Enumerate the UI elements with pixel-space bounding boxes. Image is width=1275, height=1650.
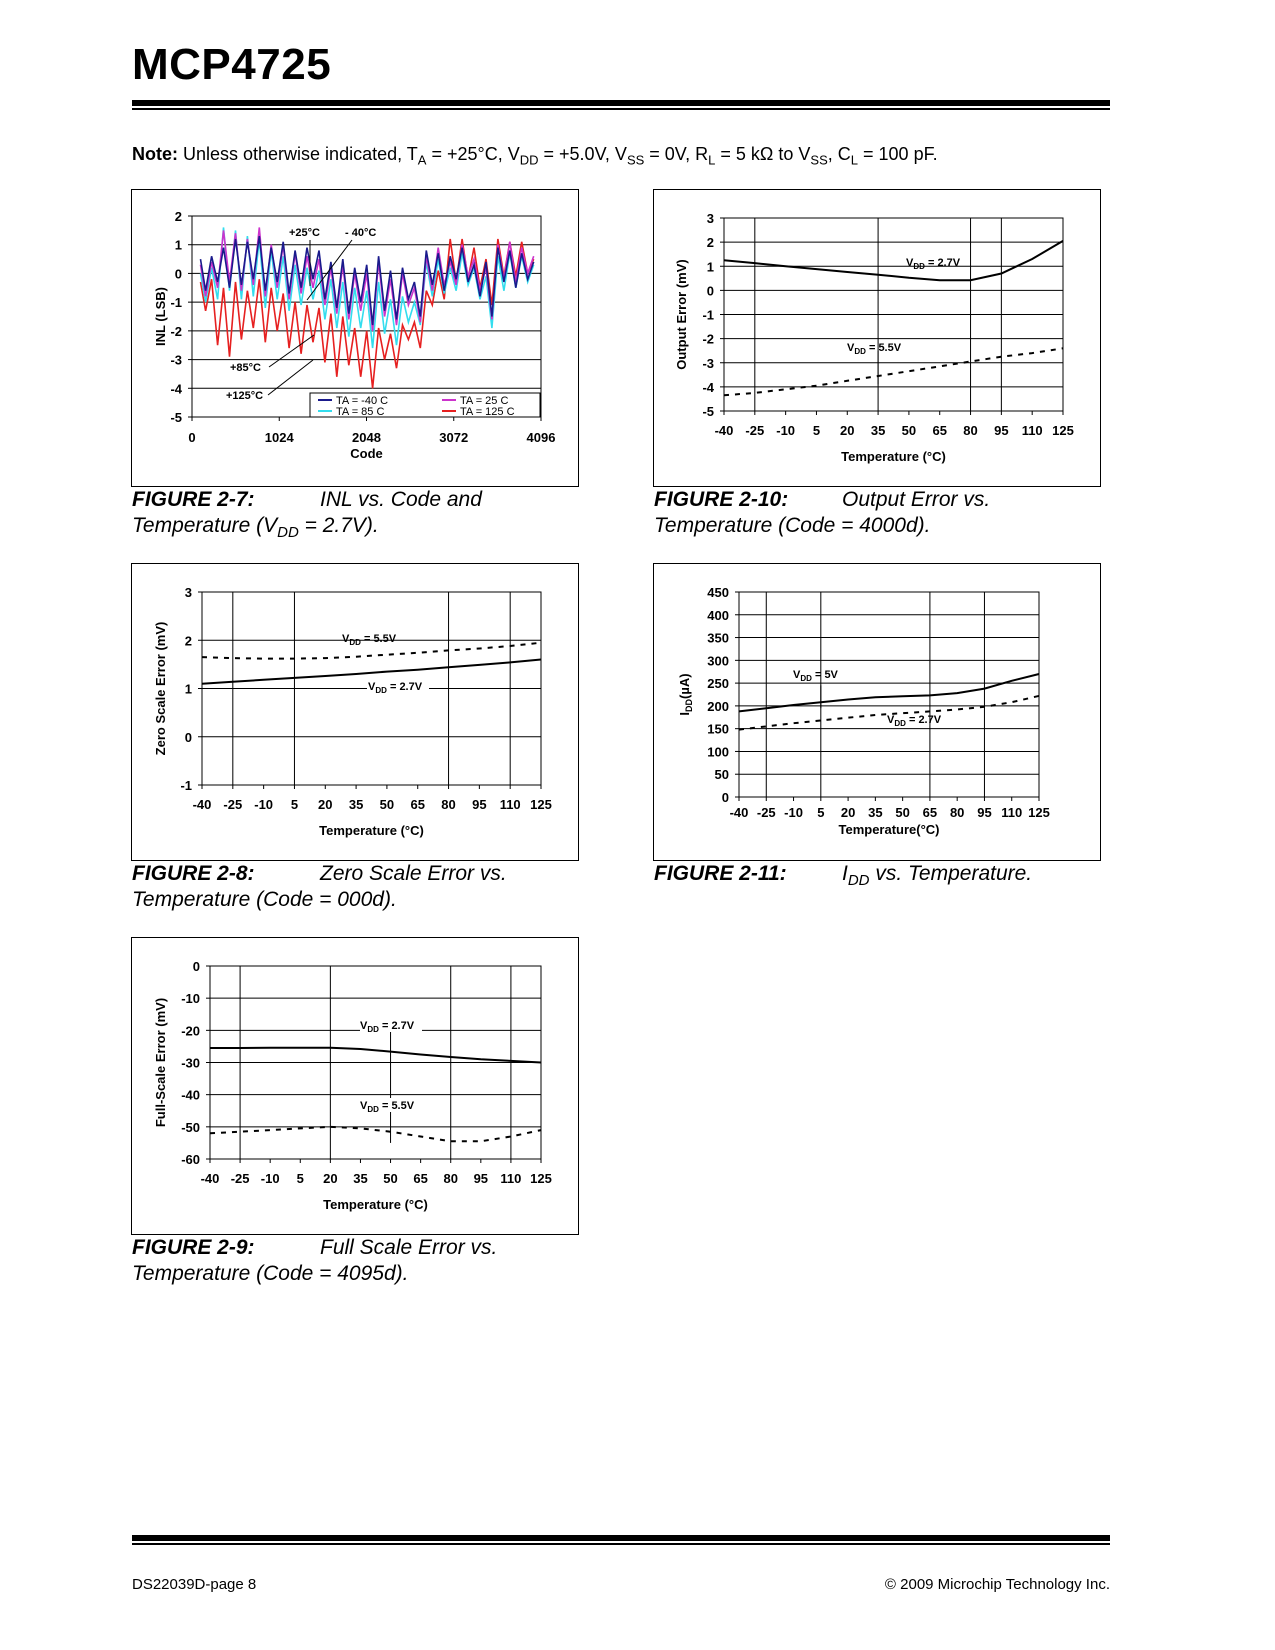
- caption-line1b: vs. Temperature.: [869, 862, 1033, 885]
- note-subscript: DD: [519, 152, 539, 168]
- y-tick-label: 350: [707, 630, 729, 646]
- caption-line1: Zero Scale Error vs.: [320, 862, 507, 885]
- x-tick-label: -25: [745, 423, 765, 438]
- annotation-85c: +85°C: [230, 362, 262, 374]
- caption-line2-sub: DD: [277, 524, 299, 542]
- footer-copyright: © 2009 Microchip Technology Inc.: [884, 1576, 1110, 1593]
- x-tick-label: 95: [473, 1171, 489, 1186]
- y-tick-label: -30: [181, 1055, 200, 1071]
- x-tick-label: 110: [1001, 805, 1023, 820]
- footer-doc-id: DS22039D-page 8: [132, 1576, 257, 1593]
- x-tick-label: 65: [922, 805, 938, 820]
- x-tick-label: 35: [870, 423, 886, 438]
- y-tick-label: -4: [702, 379, 714, 395]
- y-tick-label: 2: [706, 235, 714, 251]
- x-tick-label: 2048: [352, 430, 381, 445]
- y-tick-label: 0: [174, 266, 182, 282]
- series-label-2v7: $V_{DD} = 2.7V$: [906, 257, 961, 271]
- y-tick-label: 3: [706, 211, 714, 226]
- x-tick-label: 20: [840, 423, 855, 438]
- y-tick-label: 50: [714, 767, 729, 783]
- annotation-25c: +25°C: [289, 227, 321, 239]
- y-tick-label: 0: [706, 283, 714, 299]
- x-tick-label: 50: [383, 1171, 398, 1186]
- annotation-m40c: - 40°C: [345, 227, 377, 239]
- x-tick-label: 80: [949, 805, 965, 820]
- x-tick-label: 65: [410, 797, 425, 812]
- figure-number: FIGURE 2-10:: [654, 488, 789, 511]
- note-text: = +5.0V, V: [538, 144, 627, 164]
- x-tick-label: 35: [868, 805, 883, 820]
- y-tick-label: -5: [702, 404, 714, 419]
- y-tick-label: 2: [184, 633, 192, 649]
- caption-line1: INL vs. Code and: [320, 488, 482, 511]
- note-text: = 100 pF.: [858, 144, 938, 164]
- y-tick-label: 0: [721, 790, 729, 805]
- x-tick-label: 125: [530, 1171, 552, 1186]
- x-tick-label: 50: [379, 797, 395, 812]
- caption-line2: Temperature (Code = 4000d).: [654, 514, 931, 537]
- header-rule-thin: [132, 108, 1110, 110]
- x-tick-label: -25: [223, 797, 243, 812]
- y-tick-label: -50: [181, 1119, 200, 1135]
- series-label-5v5: $V_{DD} = 5.5V$: [847, 342, 902, 356]
- x-tick-label: 5: [296, 1171, 304, 1186]
- series-label-5v5: $V_{DD} = 5.5V$: [342, 633, 397, 647]
- x-tick-label: -40: [192, 797, 212, 812]
- x-tick-label: -10: [254, 797, 274, 812]
- y-tick-label: -3: [702, 355, 714, 371]
- x-tick-label: 80: [441, 797, 456, 812]
- y-tick-label: -1: [170, 295, 182, 311]
- series-label-5v: $V_{DD} = 5V$: [793, 669, 838, 683]
- y-tick-label: 300: [707, 653, 729, 669]
- figure-number: FIGURE 2-11:: [654, 862, 787, 885]
- y-tick-label: -20: [181, 1023, 200, 1039]
- x-tick-label: 125: [530, 797, 552, 812]
- figure-2-9-chart: [131, 937, 579, 1235]
- series-label-2v7: $V_{DD} = 2.7V$: [360, 1020, 415, 1034]
- y-tick-label: 2: [174, 209, 182, 224]
- x-tick-label: 4096: [526, 430, 556, 445]
- y-tick-label: -5: [170, 410, 182, 425]
- x-tick-label: -10: [776, 423, 796, 438]
- x-tick-label: 80: [443, 1171, 458, 1186]
- y-axis-label: $I_{DD}(\mu A)$: [677, 673, 694, 716]
- x-tick-label: 125: [1028, 805, 1050, 820]
- caption-line2: Temperature (Code = 000d).: [132, 888, 397, 911]
- caption-line1: Full Scale Error vs.: [320, 1236, 498, 1259]
- y-tick-label: 1: [184, 681, 192, 697]
- y-axis-label: Full-Scale Error (mV): [153, 997, 168, 1128]
- note-subscript: SS: [626, 152, 645, 168]
- x-tick-label: -40: [714, 423, 734, 438]
- y-tick-label: -4: [170, 381, 182, 397]
- note-subscript: A: [417, 152, 427, 168]
- x-tick-label: 110: [1021, 423, 1043, 438]
- y-tick-label: 0: [192, 959, 200, 974]
- x-tick-label: -10: [260, 1171, 280, 1186]
- note-subscript: L: [708, 152, 716, 168]
- note-subscript: L: [850, 152, 859, 168]
- y-tick-label: -60: [181, 1152, 200, 1167]
- note-text: , C: [827, 144, 851, 164]
- x-tick-label: 50: [901, 423, 917, 438]
- caption-line2b: = 2.7V).: [298, 514, 379, 537]
- x-tick-label: 5: [817, 805, 825, 820]
- x-axis-label: Temperature(°C): [838, 822, 940, 837]
- y-axis-label: Zero Scale Error (mV): [153, 621, 168, 756]
- series-label-2v7: $V_{DD} = 2.7V$: [887, 714, 942, 728]
- note-subscript: SS: [810, 152, 828, 168]
- caption-line1a: I: [842, 862, 848, 885]
- figure-2-10-caption: [654, 487, 990, 539]
- y-tick-label: 100: [707, 744, 729, 760]
- x-axis-label: Code: [350, 446, 383, 461]
- note-text: Unless otherwise indicated, T: [178, 144, 418, 164]
- x-tick-label: 35: [353, 1171, 368, 1186]
- x-tick-label: 95: [977, 805, 992, 820]
- figure-2-8-caption: [132, 861, 507, 913]
- annotation-125c: +125°C: [226, 390, 264, 402]
- caption-line2: Temperature (Code = 4095d).: [132, 1262, 409, 1285]
- figure-2-9-caption: [132, 1235, 497, 1287]
- x-tick-label: -10: [784, 805, 803, 820]
- y-tick-label: 3: [184, 585, 192, 600]
- y-tick-label: 200: [707, 698, 729, 714]
- y-tick-label: -2: [170, 323, 182, 339]
- footer-rule-thick: [132, 1535, 1110, 1541]
- plot-area: [739, 592, 1039, 797]
- y-tick-label: 400: [707, 607, 729, 623]
- x-tick-label: 65: [413, 1171, 428, 1186]
- x-tick-label: -25: [756, 805, 776, 820]
- x-tick-label: 35: [348, 797, 364, 812]
- x-tick-label: 5: [290, 797, 299, 812]
- x-tick-label: 1024: [264, 430, 294, 445]
- page-title: MCP4725: [132, 40, 332, 89]
- x-tick-label: 20: [318, 797, 333, 812]
- y-tick-label: -10: [181, 991, 200, 1007]
- series-label-5v5: $V_{DD} = 5.5V$: [360, 1100, 415, 1114]
- x-tick-label: -40: [729, 805, 749, 820]
- x-tick-label: 50: [895, 805, 910, 820]
- legend-label: TA = 25 C: [460, 395, 509, 407]
- x-tick-label: 5: [812, 423, 821, 438]
- y-tick-label: 250: [707, 676, 729, 692]
- y-tick-label: -1: [702, 307, 714, 323]
- y-tick-label: 1: [174, 237, 182, 253]
- footer-rule-thin: [132, 1543, 1110, 1545]
- figure-number: FIGURE 2-9:: [132, 1236, 255, 1259]
- x-tick-label: 95: [994, 423, 1009, 438]
- y-tick-label: -40: [181, 1087, 200, 1103]
- caption-line1-sub: DD: [847, 872, 870, 890]
- x-tick-label: 95: [472, 797, 487, 812]
- caption-line2a: Temperature (V: [132, 514, 278, 537]
- figure-2-8-chart: [131, 563, 579, 861]
- x-tick-label: 80: [963, 423, 978, 438]
- legend-label: TA = -40 C: [336, 395, 389, 407]
- note-label: Note:: [132, 144, 178, 164]
- y-tick-label: 150: [707, 721, 729, 737]
- x-tick-label: -25: [230, 1171, 250, 1186]
- x-tick-label: -40: [200, 1171, 220, 1186]
- figure-2-10-chart: [653, 189, 1101, 487]
- series-label-2v7: $V_{DD} = 2.7V$: [368, 681, 423, 695]
- figure-2-7-caption: [132, 487, 482, 546]
- y-tick-label: -2: [702, 331, 714, 347]
- y-tick-label: -3: [170, 352, 182, 368]
- x-axis-label: Temperature (°C): [323, 1197, 428, 1212]
- y-tick-label: 450: [707, 585, 729, 600]
- note-text: = 0V, R: [644, 144, 709, 164]
- caption-line1: Output Error vs.: [842, 488, 991, 511]
- x-axis-label: Temperature (°C): [841, 449, 946, 464]
- figure-2-7-chart: [131, 189, 579, 487]
- x-tick-label: 0: [188, 430, 196, 445]
- x-tick-label: 110: [499, 797, 521, 812]
- x-tick-label: 20: [323, 1171, 338, 1186]
- x-tick-label: 3072: [439, 430, 469, 445]
- x-axis-label: Temperature (°C): [319, 823, 424, 838]
- y-tick-label: -1: [180, 778, 192, 793]
- y-tick-label: 1: [706, 259, 714, 275]
- x-tick-label: 110: [500, 1171, 522, 1186]
- legend-label: TA = 125 C: [460, 406, 515, 418]
- conditions-note: [132, 144, 938, 168]
- x-tick-label: 20: [840, 805, 856, 820]
- note-text: = +25°C, V: [426, 144, 520, 164]
- y-axis-label: INL (LSB): [153, 287, 168, 346]
- figure-2-11-caption: [654, 861, 1032, 894]
- figure-number: FIGURE 2-8:: [132, 862, 255, 885]
- x-tick-label: 125: [1052, 423, 1074, 438]
- note-text: = 5 kΩ to V: [715, 144, 811, 164]
- legend-label: TA = 85 C: [336, 406, 385, 418]
- y-tick-label: 0: [184, 729, 192, 745]
- figure-2-11-chart: [653, 563, 1101, 861]
- y-axis-label: Output Error (mV): [674, 259, 689, 370]
- header-rule-thick: [132, 100, 1110, 106]
- x-tick-label: 65: [932, 423, 947, 438]
- figure-number: FIGURE 2-7:: [132, 488, 255, 511]
